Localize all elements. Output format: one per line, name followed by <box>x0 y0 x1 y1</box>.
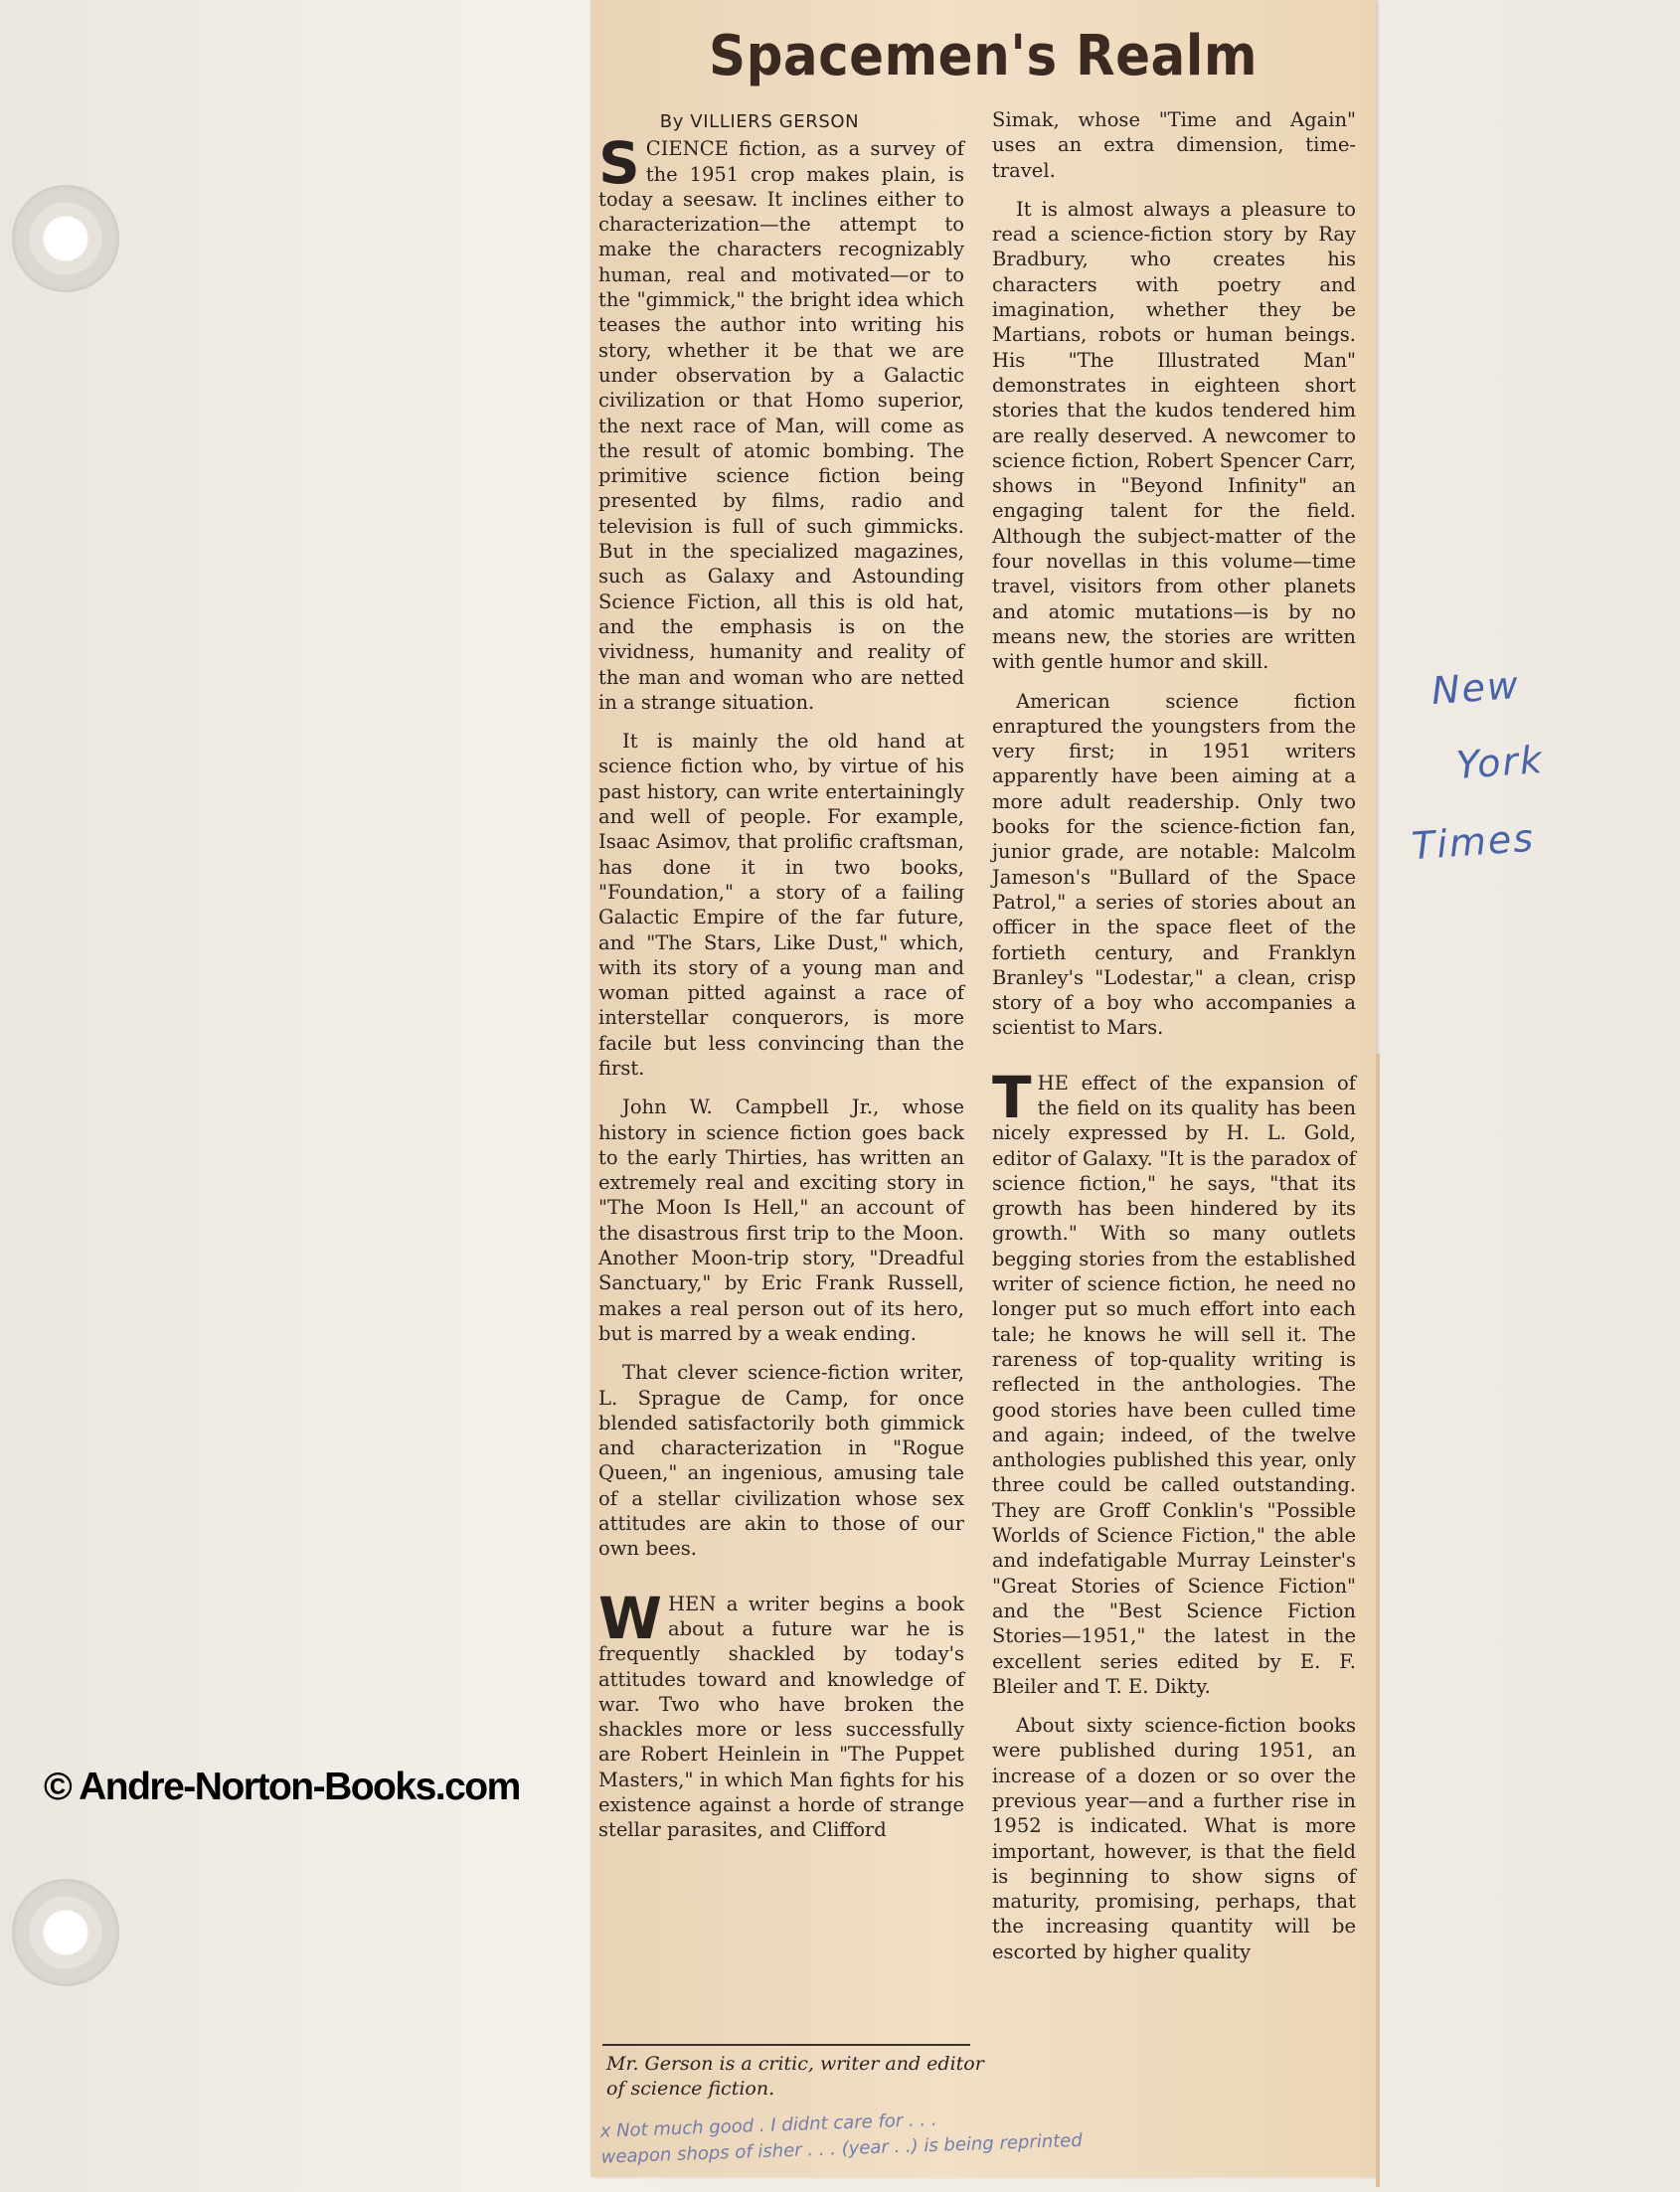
paragraph: WHEN a writer begins a book about a future war he is frequently shackled by today's attitudes toward and knowledge of war. Two who have broken the shackles more or less successfully are Robert Heinlein in "The Puppet Masters," in which Man fights for his existence against a horde of strange stellar parasites, and Clifford <box>598 1584 964 1842</box>
paragraph: Simak, whose "Time and Again" uses an extra dimension, time-travel. <box>992 108 1356 182</box>
paragraph: American science fiction enraptured the youngsters from the very first; in 1951 writers apparently have been aiming at a more adult readership. Only two books for the science-fiction fan, junior grade, are notable: Malcolm Jameson's "Bullard of the Space Patrol," a series of stories about an officer in the space fleet of the fortieth century, and Franklyn Branley's "Lodestar," a clean, crisp story of a boy who accompanies a scientist to Mars. <box>992 689 1356 1040</box>
paragraph: That clever science-fiction writer, L. Sprague de Camp, for once blended satisfactorily both gimmick and characterization in "Rogue Queen," an ingenious, amusing tale of a stellar civilization whose sex attitudes are akin to those of our own bees. <box>598 1361 964 1561</box>
headline: Spacemen's Realm <box>709 24 1258 88</box>
right-column <box>992 107 1356 1964</box>
margin-note-times: Times <box>1410 815 1537 869</box>
paragraph: SCIENCE fiction, as a survey of the 1951 crop makes plain, is today a seesaw. It inclines either to characterization—the attempt to make the characters recognizably human, real and motivated—or to the "gimmick," the bright idea which teases the author into writing his story, whether it be that we are under observation by a Galactic civilization or that Homo superior, the next race of Man, will come as the result of atomic bombing. The primitive science fiction being presented by films, radio and television is full of such gimmicks. But in the specialized magazines, such as Galaxy and Astounding Science Fiction, all this is old hat, and the emphasis is on the vividness, humanity and reality of the man and woman who are netted in a strange situation. <box>598 129 964 714</box>
binder-hole-top <box>12 185 119 292</box>
paragraph: John W. Campbell Jr., whose history in science fiction goes back to the early Thirties, has written an extremely real and exciting story in "The Moon Is Hell," an account of the disastrous first trip to the Moon. Another Moon-trip story, "Dreadful Sanctuary," by Eric Frank Russell, makes a real person out of its hero, but is marred by a weak ending. <box>598 1096 964 1345</box>
clipping-edge <box>1376 1054 1380 2187</box>
copyright-watermark: © Andre-Norton-Books.com <box>44 1766 520 1808</box>
drop-cap: W <box>598 1584 662 1652</box>
margin-note-new: New <box>1429 662 1522 714</box>
drop-cap: S <box>598 129 640 198</box>
paragraph: About sixty science-fiction books were published during 1951, an increase of a dozen or so over the previous year—and a further rise in 1952 is indicated. What is more important, however, is that the field is beginning to show signs of maturity, promising, perhaps, that the increasing quantity will be escorted by higher quality <box>992 1714 1356 1963</box>
paragraph: It is mainly the old hand at science fiction who, by virtue of his past history, can write entertainingly and well of people. For example, Isaac Asimov, that prolific craftsman, has done it in two books, "Foundation," a story of a failing Galactic Empire of the far future, and "The Stars, Like Dust," which, with its story of a young man and woman pitted against a race of interstellar conquerors, is more facile but less convincing than the first. <box>598 730 964 1080</box>
margin-note-york: York <box>1454 737 1546 788</box>
newspaper-clipping <box>590 0 1376 2177</box>
paragraph: THE effect of the expansion of the field on its quality has been nicely expressed by H. L. Gold, editor of Galaxy. "It is the paradox of science fiction," he says, "that its growth has been hindered by its growth." With so many outlets begging stories from the established writer of science fiction, he need no longer put so much effort into each tale; he knows he will sell it. The rareness of top-quality writing is reflected in the anthologies. The good stories have been culled time and again; indeed, of the twelve anthologies published this year, only three could be called outstanding. They are Groff Conklin's "Possible Worlds of Science Fiction," the able and indefatigable Murray Leinster's "Great Stories of Science Fiction" and the "Best Science Fiction Stories—1951," the latest in the excellent series edited by E. F. Bleiler and T. E. Dikty. <box>992 1063 1356 1698</box>
divider-rule <box>602 2044 970 2046</box>
drop-cap: T <box>992 1063 1032 1131</box>
handwritten-scribble: x Not much good . I didnt care for . . . weapon shops of isher . . . (year . .) is being reprinted <box>599 2108 1084 2168</box>
byline: By VILLIERS GERSON <box>659 111 860 132</box>
paragraph: It is almost always a pleasure to read a science-fiction story by Ray Bradbury, who creates his characters with poetry and imagination, whether they be Martians, robots or human beings. His "The Illustrated Man" demonstrates in eighteen short stories that the kudos tendered him are really deserved. A newcomer to science fiction, Robert Spencer Carr, shows in "Beyond Infinity" an engaging talent for the field. Although the subject-matter of the four novellas in this volume—time travel, visitors from other planets and atomic mutations—is by no means new, the stories are written with gentle humor and skill. <box>992 197 1356 674</box>
binder-hole-bottom <box>12 1879 119 1986</box>
left-column <box>598 109 964 1843</box>
author-note: Mr. Gerson is a critic, writer and editor of science fiction. <box>606 2053 984 2100</box>
